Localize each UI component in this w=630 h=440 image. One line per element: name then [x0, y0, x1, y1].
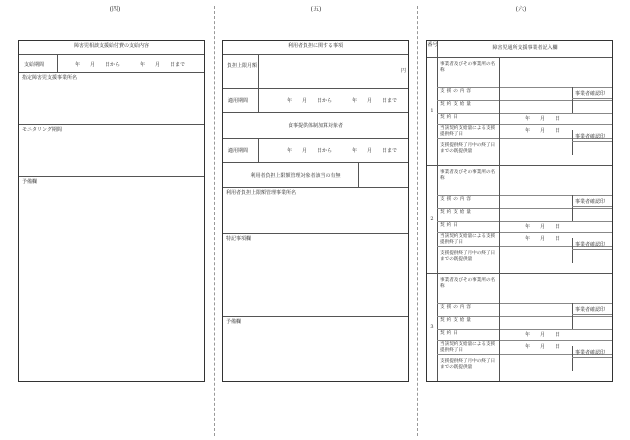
reserve-field-label-5: 予備欄 [226, 319, 242, 325]
panel-section-6 [426, 40, 613, 382]
meal-provision-label: 食事提供体制加算対象者 [287, 123, 343, 129]
entry-date-value: 年 月 日 [525, 223, 561, 230]
burden-cap-label: 負担上限月額 [227, 63, 258, 69]
cap-management-label: 利用者負担上限額管理対象者該当の有無 [250, 173, 341, 179]
yen-unit: 円 [401, 68, 407, 74]
panel-5-title: 利用者負担に関する事項 [287, 43, 343, 49]
entry-date-value: 年 月 日 [525, 115, 561, 122]
support-period-value: 年 月 日から 年 月 日まで [75, 62, 186, 68]
provider-entry-2 [427, 165, 612, 273]
designated-office-label: 指定障害児支援事業所名 [22, 75, 78, 81]
section-4-label: (四) [109, 6, 121, 13]
entry-row-label-contract: 契約支給量 [440, 318, 473, 323]
special-notes-label: 特記事項欄 [226, 236, 252, 242]
panel-6-title: 障害児通所支援事業者記入欄 [492, 45, 558, 51]
provider-confirm-stamp: 事業者確認印 [575, 134, 606, 140]
entry-row-label-content: 支援の内容 [440, 197, 473, 202]
entry-date-value: 年 月 日 [525, 128, 561, 134]
provider-confirm-stamp: 事業者確認印 [575, 350, 606, 356]
provider-entry-1 [427, 57, 612, 165]
entry-date-value: 年 月 日 [525, 331, 561, 338]
entry-row-label-contract: 契約支給量 [440, 102, 473, 107]
provider-confirm-stamp: 事業者確認印 [575, 91, 606, 97]
entry-row-label-content: 支援の内容 [440, 305, 473, 310]
column-number-header: 番号 [427, 42, 438, 48]
panel-section-4 [18, 40, 205, 382]
entry-row-label-amount: 支援提供終了月中の終了日までの既提供量 [440, 359, 496, 370]
support-period-label: 支給期間 [24, 62, 45, 68]
entry-row-label-end-date: 当該契約支給量による支援提供終了日 [440, 342, 496, 353]
application-period-value: 年 月 日から 年 月 日まで [287, 98, 398, 104]
entry-row-label-provider: 事業者及びその事業所の名称 [440, 278, 496, 289]
entry-row-label-amount: 支援提供終了月中の終了日までの既提供量 [440, 143, 496, 154]
entry-row-label-provider: 事業者及びその事業所の名称 [440, 170, 496, 181]
entry-row-label-content: 支援の内容 [440, 89, 473, 94]
application-period-2-label: 適用期間 [228, 148, 249, 154]
entry-row-label-contract: 契約支給量 [440, 210, 473, 215]
entry-date-value: 年 月 日 [525, 344, 561, 350]
entry-row-label-amount: 支援提供終了月中の終了日までの既提供量 [440, 251, 496, 262]
cap-management-office-label: 利用者負担上限額管理事業所名 [226, 190, 297, 196]
provider-confirm-stamp: 事業者確認印 [575, 199, 606, 205]
entry-row-label-end-date: 当該契約支給量による支援提供終了日 [440, 126, 496, 137]
provider-confirm-stamp: 事業者確認印 [575, 307, 606, 313]
entry-number: 3 [430, 324, 434, 330]
fold-divider-left [214, 6, 215, 436]
entry-row-label-contract-date: 契約日 [440, 115, 460, 120]
section-6-label: (六) [515, 6, 527, 13]
entry-date-value: 年 月 日 [525, 236, 561, 242]
panel-section-5 [222, 40, 409, 382]
entry-row-label-end-date: 当該契約支給量による支援提供終了日 [440, 234, 496, 245]
panel-4-title: 障害児相談支援給付費の支給内容 [73, 43, 149, 49]
provider-confirm-stamp: 事業者確認印 [575, 242, 606, 248]
entry-row-label-provider: 事業者及びその事業所の名称 [440, 62, 496, 73]
reserve-field-label-4: 予備欄 [22, 179, 38, 185]
monitoring-period-label: モニタリング期間 [22, 127, 62, 133]
entry-number: 1 [430, 108, 434, 114]
section-5-label: (五) [310, 6, 322, 13]
entry-row-label-contract-date: 契約日 [440, 223, 460, 228]
application-period-label: 適用期間 [228, 98, 249, 104]
application-period-2-value: 年 月 日から 年 月 日まで [287, 148, 398, 154]
provider-entry-3 [427, 273, 612, 381]
entry-row-label-contract-date: 契約日 [440, 331, 460, 336]
entry-number: 2 [430, 216, 434, 222]
fold-divider-right [417, 6, 418, 436]
